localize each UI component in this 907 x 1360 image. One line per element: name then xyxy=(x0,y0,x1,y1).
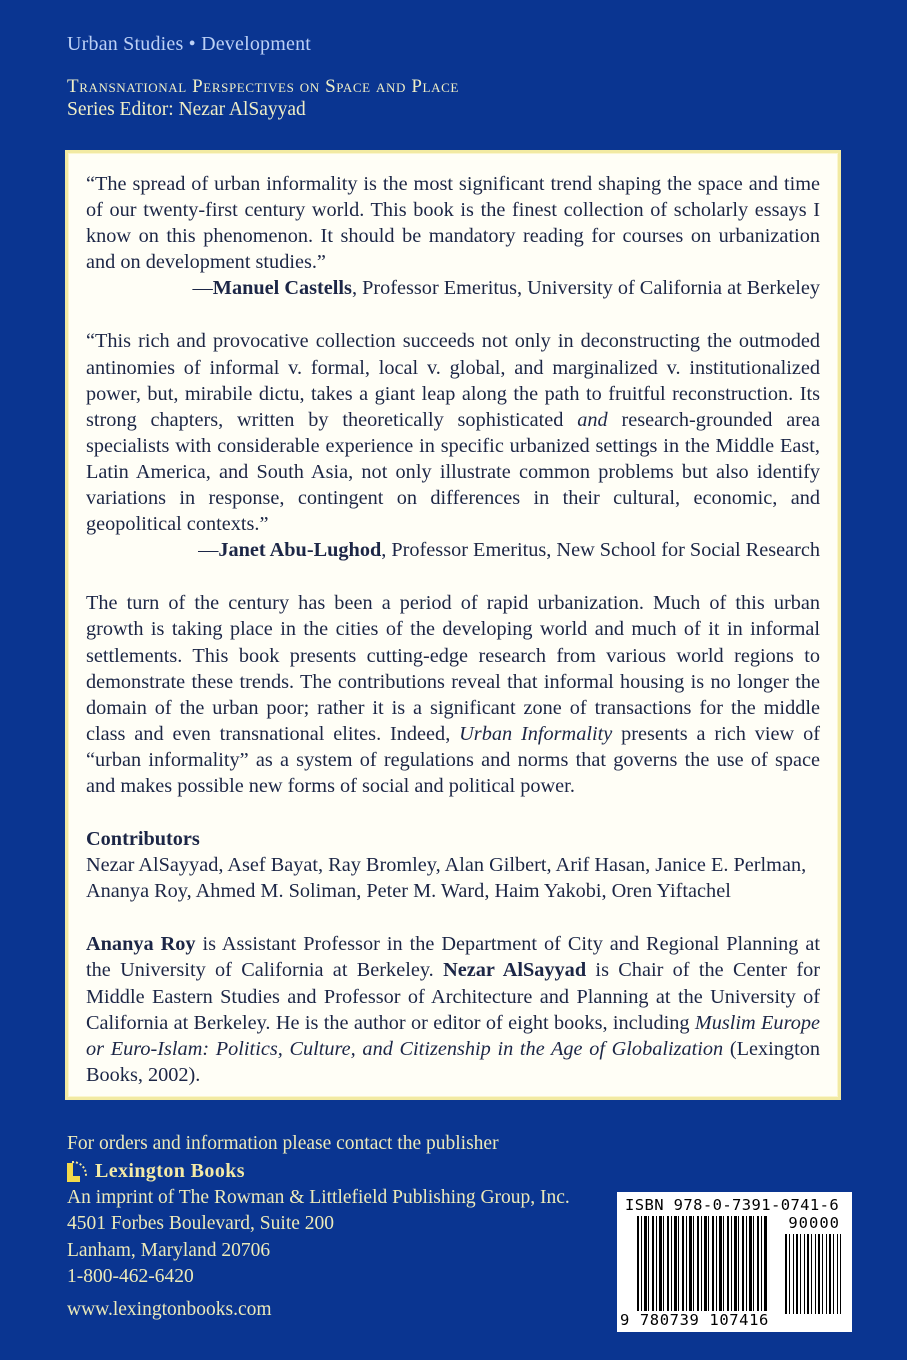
book-description: The turn of the century has been a period of rapid urbanization. Much of this urban growth is taking place in the cities of the developing world and much of it in informal settlements. This book presents cutting-edge research from various world regions to demonstrate these trends. The contributions reveal that informal housing is no longer the domain of the urban poor; rather it is a significant zone of transactions for the middle class and even transnational elites. Indeed, Urban Informality presents a rich view of “urban informality” as a system of regulations and norms that governs the use of space and makes possible new forms of social and political power. xyxy=(86,592,820,797)
isbn-barcode xyxy=(617,1192,852,1332)
publisher-brand xyxy=(67,1158,570,1185)
barcode-bars-icon xyxy=(637,1216,767,1314)
subject-category: Urban Studies • Development xyxy=(67,33,312,55)
series-editor: Series Editor: Nezar AlSayyad xyxy=(67,99,306,120)
addon-bars-icon xyxy=(785,1234,841,1314)
address-line-2: Lanham, Maryland 20706 xyxy=(67,1239,271,1261)
blurb-author-abu-lughod: Janet Abu-Lughod xyxy=(218,539,382,562)
editor-bios: Ananya Roy is Assistant Professor in the Department of City and Regional Planning at the University of California at Berkeley. Nezar AlSayyad is Chair of the Center for Middle Eastern Studies and Professor of Architecture and Planning at the University of California at Berkeley. He is the author or editor of eight books, including Muslim Europe or Euro-Islam: Politics, Culture, and Citizenship in the Age of Globalization (Lexington Books, 2002). xyxy=(86,933,821,1086)
blurb-attribution-abu-lughod: —Janet Abu-Lughod, Professor Emeritus, New School for Social Research xyxy=(198,539,820,562)
series-title: Transnational Perspectives on Space and Place xyxy=(67,76,459,97)
price-addon-code: 90000 xyxy=(788,1214,840,1232)
blurb-author-castells: Manuel Castells xyxy=(212,277,352,300)
phone-number: 1-800-462-6420 xyxy=(67,1266,194,1287)
book-title: Urban Informality xyxy=(459,722,613,745)
lexington-logo-icon xyxy=(67,1161,87,1182)
ean-digits: 9 780739 107416 xyxy=(620,1311,769,1329)
blurb-quote-castells: “The spread of urban informality is the most significant trend shaping the space and time of our twenty-first century world. This book is the finest collection of scholarly essays I know on this phenomenon. It should be mandatory reading for courses on urbanization and on development studies.” xyxy=(86,173,820,274)
blurb-attribution-castells: —Manuel Castells, Professor Emeritus, University of California at Berkeley xyxy=(192,277,820,300)
cover-header xyxy=(67,33,459,122)
website-link[interactable]: www.lexingtonbooks.com xyxy=(67,1298,272,1320)
blurb-panel xyxy=(65,150,841,1100)
contributors-heading: Contributors xyxy=(86,828,200,851)
publisher-name: Lexington Books xyxy=(95,1159,245,1182)
isbn-label: ISBN 978-0-7391-0741-6 xyxy=(625,1196,840,1214)
publisher-info xyxy=(67,1131,570,1323)
blurb-quote-abu-lughod: “This rich and provocative collection succeeds not only in deconstructing the outmoded antinomies of informal v. formal, local v. global, and marginalized v. institutionalized power, but, mirabile dictu, takes a giant leap along the path to fruitful reconstruction. Its strong chapters, written by theoretically sophisticated and research-grounded area specialists with considerable experience in specific urbanized settings in the Middle East, Latin America, and South Asia, not only illustrate common problems but also identify variations in response, contingent on differences in their cultural, economic, and geopolitical contexts.” xyxy=(86,330,820,536)
contributors-list: Nezar AlSayyad, Asef Bayat, Ray Bromley, Alan Gilbert, Arif Hasan, Janice E. Perlman, Ananya Roy, Ahmed M. Soliman, Peter M. Ward, Haim Yakobi, Oren Yiftachel xyxy=(86,854,807,903)
imprint-line: An imprint of The Rowman & Littlefield Publishing Group, Inc. xyxy=(67,1186,570,1208)
orders-line: For orders and information please contact the publisher xyxy=(67,1133,499,1154)
address-line-1: 4501 Forbes Boulevard, Suite 200 xyxy=(67,1213,335,1234)
